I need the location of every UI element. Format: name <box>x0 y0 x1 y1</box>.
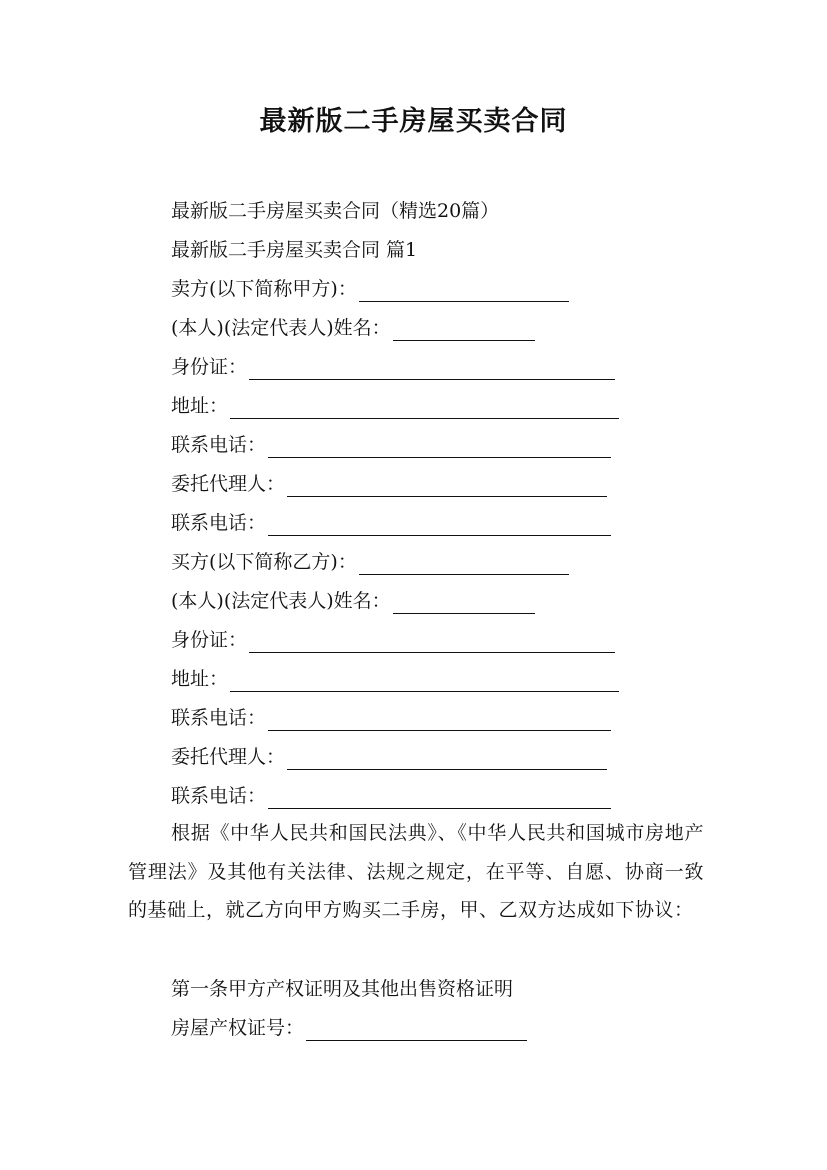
field-label: 委托代理人： <box>171 473 286 495</box>
buyer-name-field <box>171 588 535 614</box>
seller-blank[interactable] <box>359 279 569 302</box>
seller-agent-phone-field <box>171 510 611 536</box>
seller-agent-blank[interactable] <box>287 474 607 497</box>
seller-name-field <box>171 315 535 341</box>
field-label: 身份证： <box>171 356 248 378</box>
article-1-text: 第一条甲方产权证明及其他出售资格证明 <box>171 978 514 1000</box>
buyer-agent-phone-field <box>171 783 611 809</box>
field-label: 联系电话： <box>171 434 267 456</box>
field-label: 联系电话： <box>171 707 267 729</box>
field-label: 委托代理人： <box>171 746 286 768</box>
field-label: 地址： <box>171 668 229 690</box>
buyer-agent-blank[interactable] <box>287 747 607 770</box>
field-label: 房屋产权证号： <box>171 1017 305 1039</box>
field-label: 联系电话： <box>171 512 267 534</box>
seller-agent-phone-blank[interactable] <box>268 513 611 536</box>
field-label: (本人)(法定代表人)姓名： <box>171 317 391 339</box>
seller-field <box>171 276 569 302</box>
buyer-agent-field <box>171 744 607 770</box>
seller-phone-field <box>171 432 611 458</box>
agreement-paragraph: 根据《中华人民共和国民法典》、《中华人民共和国城市房地产管理法》及其他有关法律、法规之规定，在平等、自愿、协商一致的基础上，就乙方向甲方购买二手房，甲、乙双方达成如下协议： <box>128 822 704 922</box>
seller-id-field <box>171 354 615 380</box>
field-label: 买方(以下简称乙方)： <box>171 551 357 573</box>
section-heading <box>171 237 417 263</box>
field-label: 身份证： <box>171 629 248 651</box>
seller-phone-blank[interactable] <box>268 435 611 458</box>
buyer-name-blank[interactable] <box>393 591 535 614</box>
cert-number-blank[interactable] <box>306 1018 527 1041</box>
buyer-address-field <box>171 666 619 692</box>
seller-agent-field <box>171 471 607 497</box>
seller-address-blank[interactable] <box>230 396 619 419</box>
document-subtitle <box>171 198 499 224</box>
buyer-id-field <box>171 627 615 653</box>
buyer-phone-field <box>171 705 611 731</box>
buyer-address-blank[interactable] <box>230 669 619 692</box>
field-label: 地址： <box>171 395 229 417</box>
document-title: 最新版二手房屋买卖合同 <box>259 106 568 137</box>
article-1-heading <box>171 976 513 1002</box>
cert-number-field <box>171 1015 527 1041</box>
seller-id-blank[interactable] <box>249 357 615 380</box>
section-heading-text: 最新版二手房屋买卖合同 篇1 <box>171 239 418 261</box>
buyer-blank[interactable] <box>359 552 569 575</box>
buyer-phone-blank[interactable] <box>268 708 611 731</box>
field-label: 卖方(以下简称甲方)： <box>171 278 357 300</box>
buyer-agent-phone-blank[interactable] <box>268 786 611 809</box>
seller-address-field <box>171 393 619 419</box>
field-label: 联系电话： <box>171 785 267 807</box>
seller-name-blank[interactable] <box>393 318 535 341</box>
subtitle-text: 最新版二手房屋买卖合同（精选20篇） <box>171 200 500 222</box>
field-label: (本人)(法定代表人)姓名： <box>171 590 391 612</box>
buyer-id-blank[interactable] <box>249 630 615 653</box>
buyer-field <box>171 549 569 575</box>
